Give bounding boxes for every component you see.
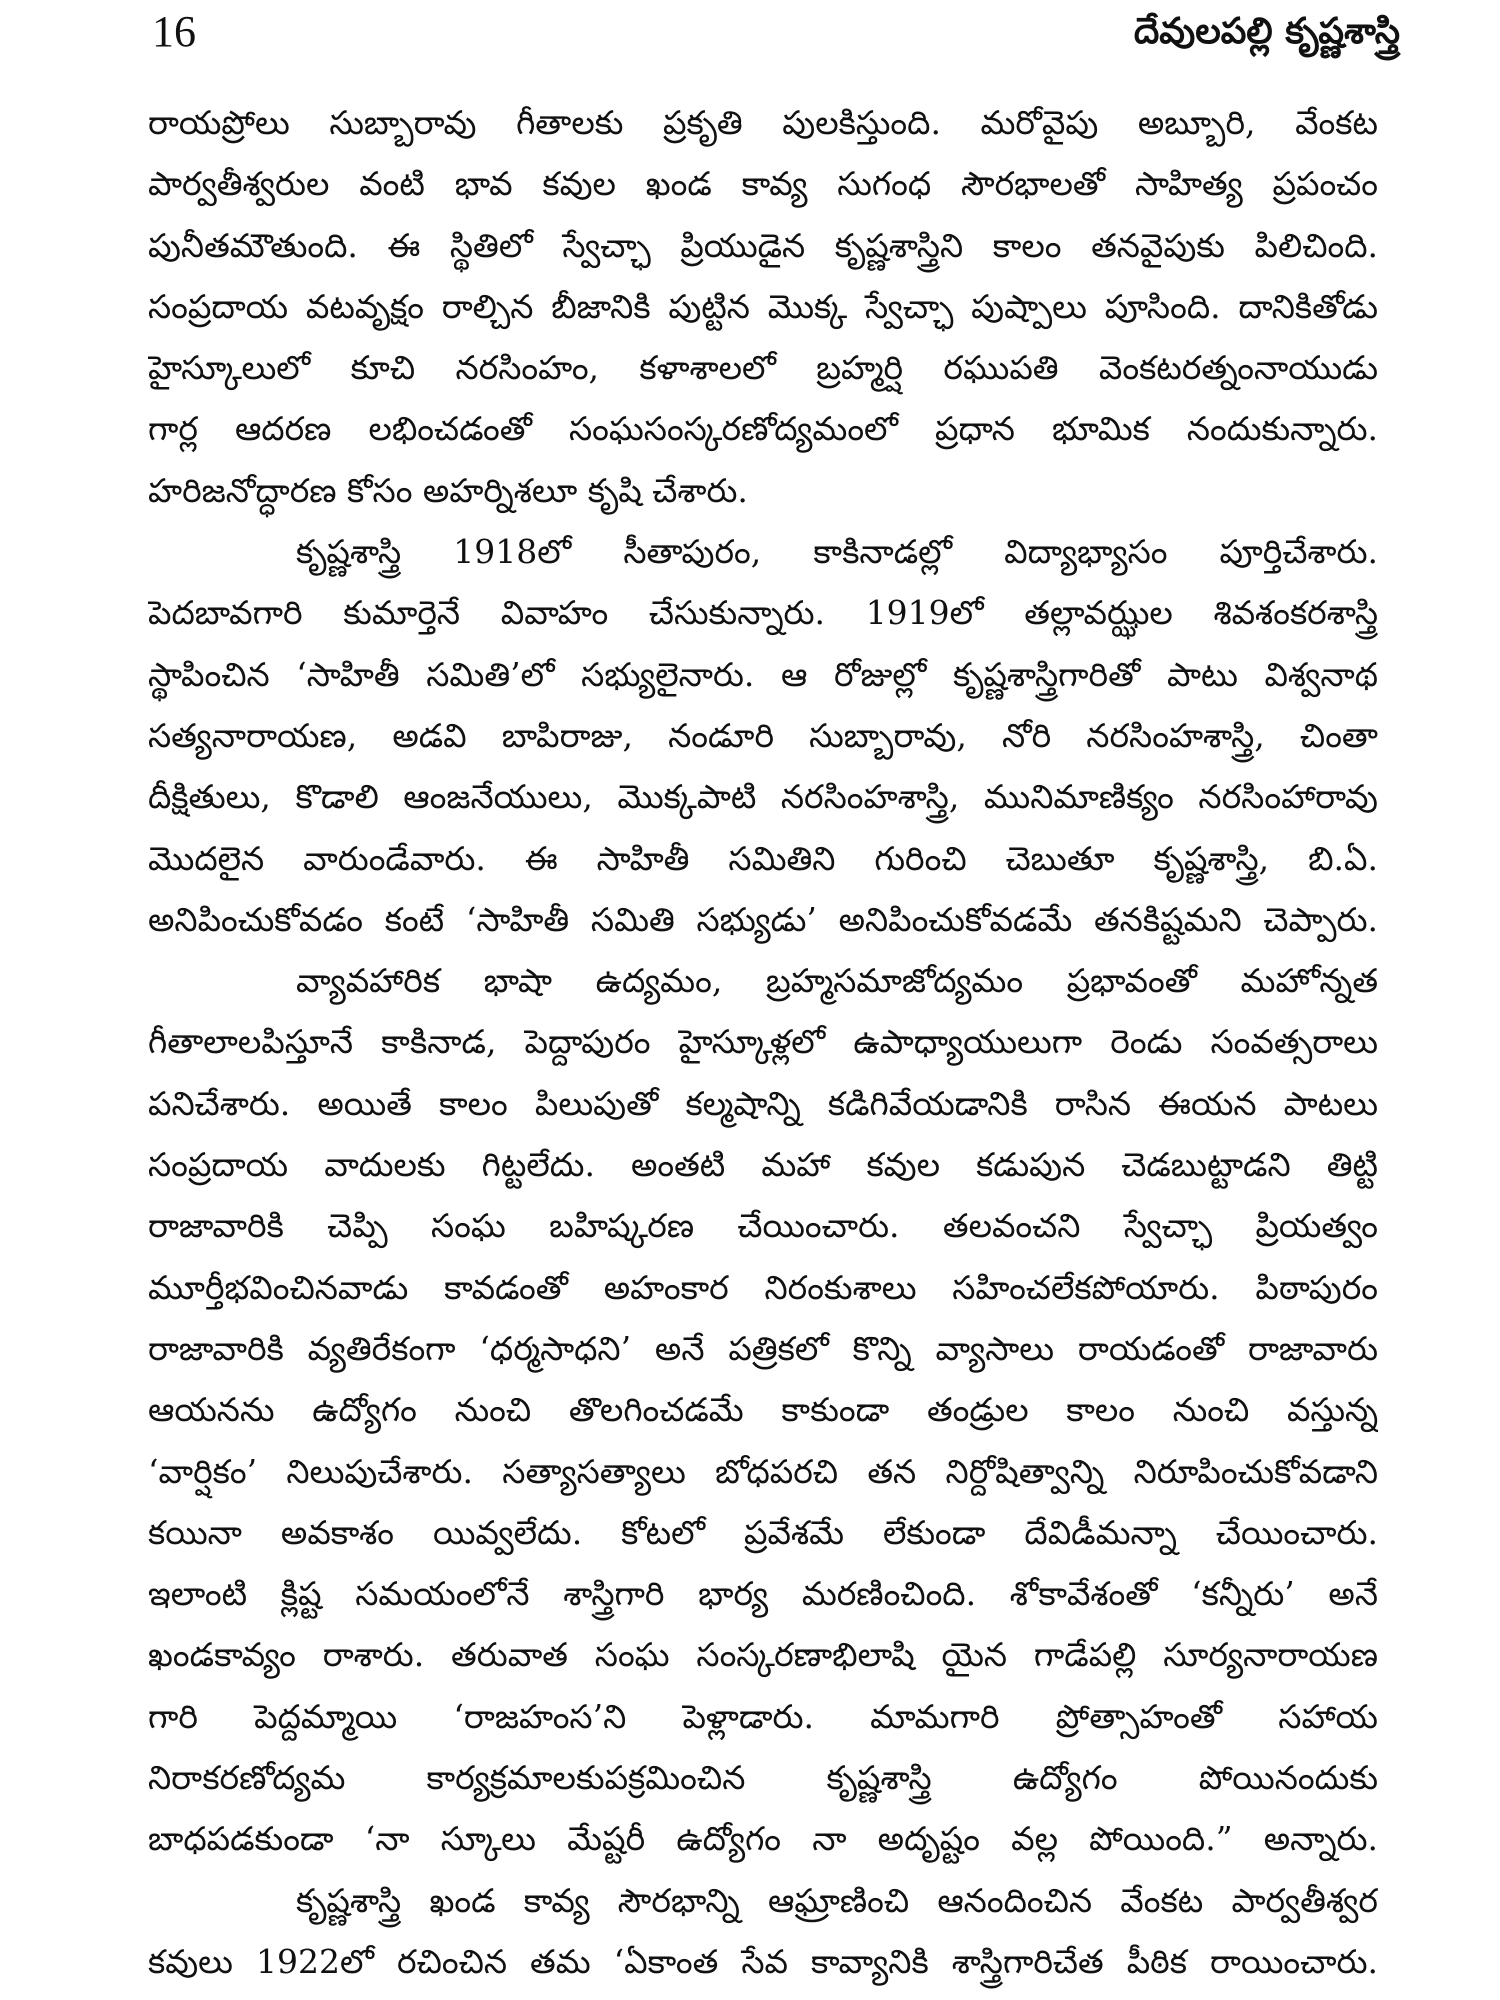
text-line: ఇలాంటి క్లిష్ట సమయంలోనే శాస్త్రిగారి భార్య మరణించింది. శోకావేశంతో ‘కన్నీరు’ అనే bbox=[148, 1574, 1378, 1614]
text-line: మొదలైన వారుండేవారు. ఈ సాహితీ సమితిని గురించి చెబుతూ కృష్ణశాస్త్రి, బి.ఏ. bbox=[148, 838, 1378, 878]
paragraph bbox=[148, 950, 1378, 1869]
text-line: దీక్షితులు, కొడాలి ఆంజనేయులు, మొక్కపాటి నరసింహశాస్త్రి, మునిమాణిక్యం నరసింహారావు bbox=[148, 777, 1378, 817]
text-line: పార్వతీశ్వరుల వంటి భావ కవుల ఖండ కావ్య సుగంధ సౌరభాలతో సాహిత్య ప్రపంచం bbox=[148, 164, 1378, 204]
text-line: కవులు 1922లో రచించిన తమ ‘ఏకాంత సేవ కావ్యానికి శాస్త్రిగారిచేత పీఠిక రాయించారు. bbox=[148, 1941, 1378, 1981]
text-line: ‘వార్షికం’ నిలుపుచేశారు. సత్యాసత్యాలు బోధపరచి తన నిర్దోషిత్వాన్ని నిరూపించుకోవడాని bbox=[148, 1451, 1378, 1491]
text-line: సత్యనారాయణ, అడవి బాపిరాజు, నండూరి సుబ్బారావు, నోరి నరసింహశాస్త్రి, చింతా bbox=[148, 715, 1378, 755]
text-line: గీతాలాలపిస్తూనే కాకినాడ, పెద్దాపురం హైస్కూళ్లలో ఉపాధ్యాయులుగా రెండు సంవత్సరాలు bbox=[148, 1022, 1378, 1062]
text-line: కృష్ణశాస్త్రి 1918లో సీతాపురం, కాకినాడల్లో విద్యాభ్యాసం పూర్తిచేశారు. bbox=[296, 532, 1378, 572]
paragraph bbox=[148, 92, 1378, 521]
text-line: గారి పెద్దమ్మాయి ‘రాజహంస’ని పెళ్లాడారు. మామగారి ప్రోత్సాహంతో సహాయ bbox=[148, 1696, 1378, 1736]
paragraph bbox=[148, 1870, 1378, 1993]
page-number: 16 bbox=[152, 7, 196, 56]
text-line: పనిచేశారు. అయితే కాలం పిలుపుతో కల్మషాన్ని కడిగివేయడానికి రాసిన ఈయన పాటలు bbox=[148, 1083, 1378, 1123]
text-line: మూర్తీభవించినవాడు కావడంతో అహంకార నిరంకుశాలు సహించలేకపోయారు. పిఠాపురం bbox=[148, 1267, 1378, 1307]
text-line: హైస్కూలులో కూచి నరసింహం, కళాశాలలో బ్రహ్మర్షి రఘుపతి వెంకటరత్నంనాయుడు bbox=[148, 348, 1378, 388]
text-line: పునీతమౌతుంది. ఈ స్థితిలో స్వేచ్ఛా ప్రియుడైన కృష్ణశాస్త్రిని కాలం తనవైపుకు పిలిచింది. bbox=[148, 225, 1378, 265]
text-line: స్థాపించిన ‘సాహితీ సమితి’లో సభ్యులైనారు. ఆ రోజుల్లో కృష్ణశాస్త్రిగారితో పాటు విశ్వనాథ bbox=[148, 654, 1378, 694]
text-line: రాజావారికి వ్యతిరేకంగా ‘ధర్మసాధని’ అనే పత్రికలో కొన్ని వ్యాసాలు రాయడంతో రాజావారు bbox=[148, 1328, 1378, 1368]
text-line: నిరాకరణోద్యమ కార్యక్రమాలకుపక్రమించిన కృష్ణశాస్త్రి ఉద్యోగం పోయినందుకు bbox=[148, 1758, 1378, 1798]
text-line: బాధపడకుండా ‘నా స్కూలు మేష్టరీ ఉద్యోగం నా అదృష్టం వల్ల పోయింది.” అన్నారు. bbox=[148, 1819, 1378, 1859]
text-line: గార్ల ఆదరణ లభించడంతో సంఘసంస్కరణోద్యమంలో ప్రధాన భూమిక నందుకున్నారు. bbox=[148, 409, 1378, 449]
text-line: ఖండకావ్యం రాశారు. తరువాత సంఘ సంస్కరణాభిలాషి యైన గాడేపల్లి సూర్యనారాయణ bbox=[148, 1635, 1378, 1675]
text-line: అనిపించుకోవడం కంటే ‘సాహితీ సమితి సభ్యుడు’ అనిపించుకోవడమే తనకిష్టమని చెప్పారు. bbox=[148, 899, 1378, 939]
text-line: ఆయనను ఉద్యోగం నుంచి తొలగించడమే కాకుండా తండ్రుల కాలం నుంచి వస్తున్న bbox=[148, 1390, 1378, 1430]
text-line: కృష్ణశాస్త్రి ఖండ కావ్య సౌరభాన్ని ఆఘ్రాణించి ఆనందించిన వేంకట పార్వతీశ్వర bbox=[296, 1880, 1378, 1920]
text-line: పెదబావగారి కుమార్తెనే వివాహం చేసుకున్నారు. 1919లో తల్లావఝ్ఝల శివశంకరశాస్త్రి bbox=[148, 593, 1378, 633]
page-body bbox=[148, 92, 1378, 1992]
paragraph bbox=[148, 521, 1378, 950]
text-line: వ్యావహారిక భాషా ఉద్యమం, బ్రహ్మసమాజోద్యమం ప్రభావంతో మహోన్నత bbox=[296, 961, 1378, 1001]
text-line: సంప్రదాయ వటవృక్షం రాల్చిన బీజానికి పుట్టిన మొక్క స్వేచ్ఛా పుష్పాలు పూసింది. దానికితోడు bbox=[148, 286, 1378, 326]
text-line: కయినా అవకాశం యివ్వలేదు. కోటలో ప్రవేశమే లేకుండా దేవిడీమన్నా చేయించారు. bbox=[148, 1512, 1378, 1552]
text-line: హరిజనోద్ధారణ కోసం అహర్నిశలూ కృషి చేశారు. bbox=[148, 470, 748, 510]
running-title: దేవులపల్లి కృష్ణశాస్త్రి bbox=[1133, 11, 1400, 52]
text-line: రాయప్రోలు సుబ్బారావు గీతాలకు ప్రకృతి పులకిస్తుంది. మరోవైపు అబ్బూరి, వేంకట bbox=[148, 103, 1378, 142]
text-line: సంప్రదాయ వాదులకు గిట్టలేదు. అంతటి మహా కవుల కడుపున చెడబుట్టాడని తిట్టి bbox=[148, 1145, 1378, 1185]
text-line: రాజావారికి చెప్పి సంఘ బహిష్కరణ చేయించారు. తలవంచని స్వేచ్ఛా ప్రియత్వం bbox=[148, 1206, 1378, 1246]
page-header bbox=[152, 4, 1400, 60]
